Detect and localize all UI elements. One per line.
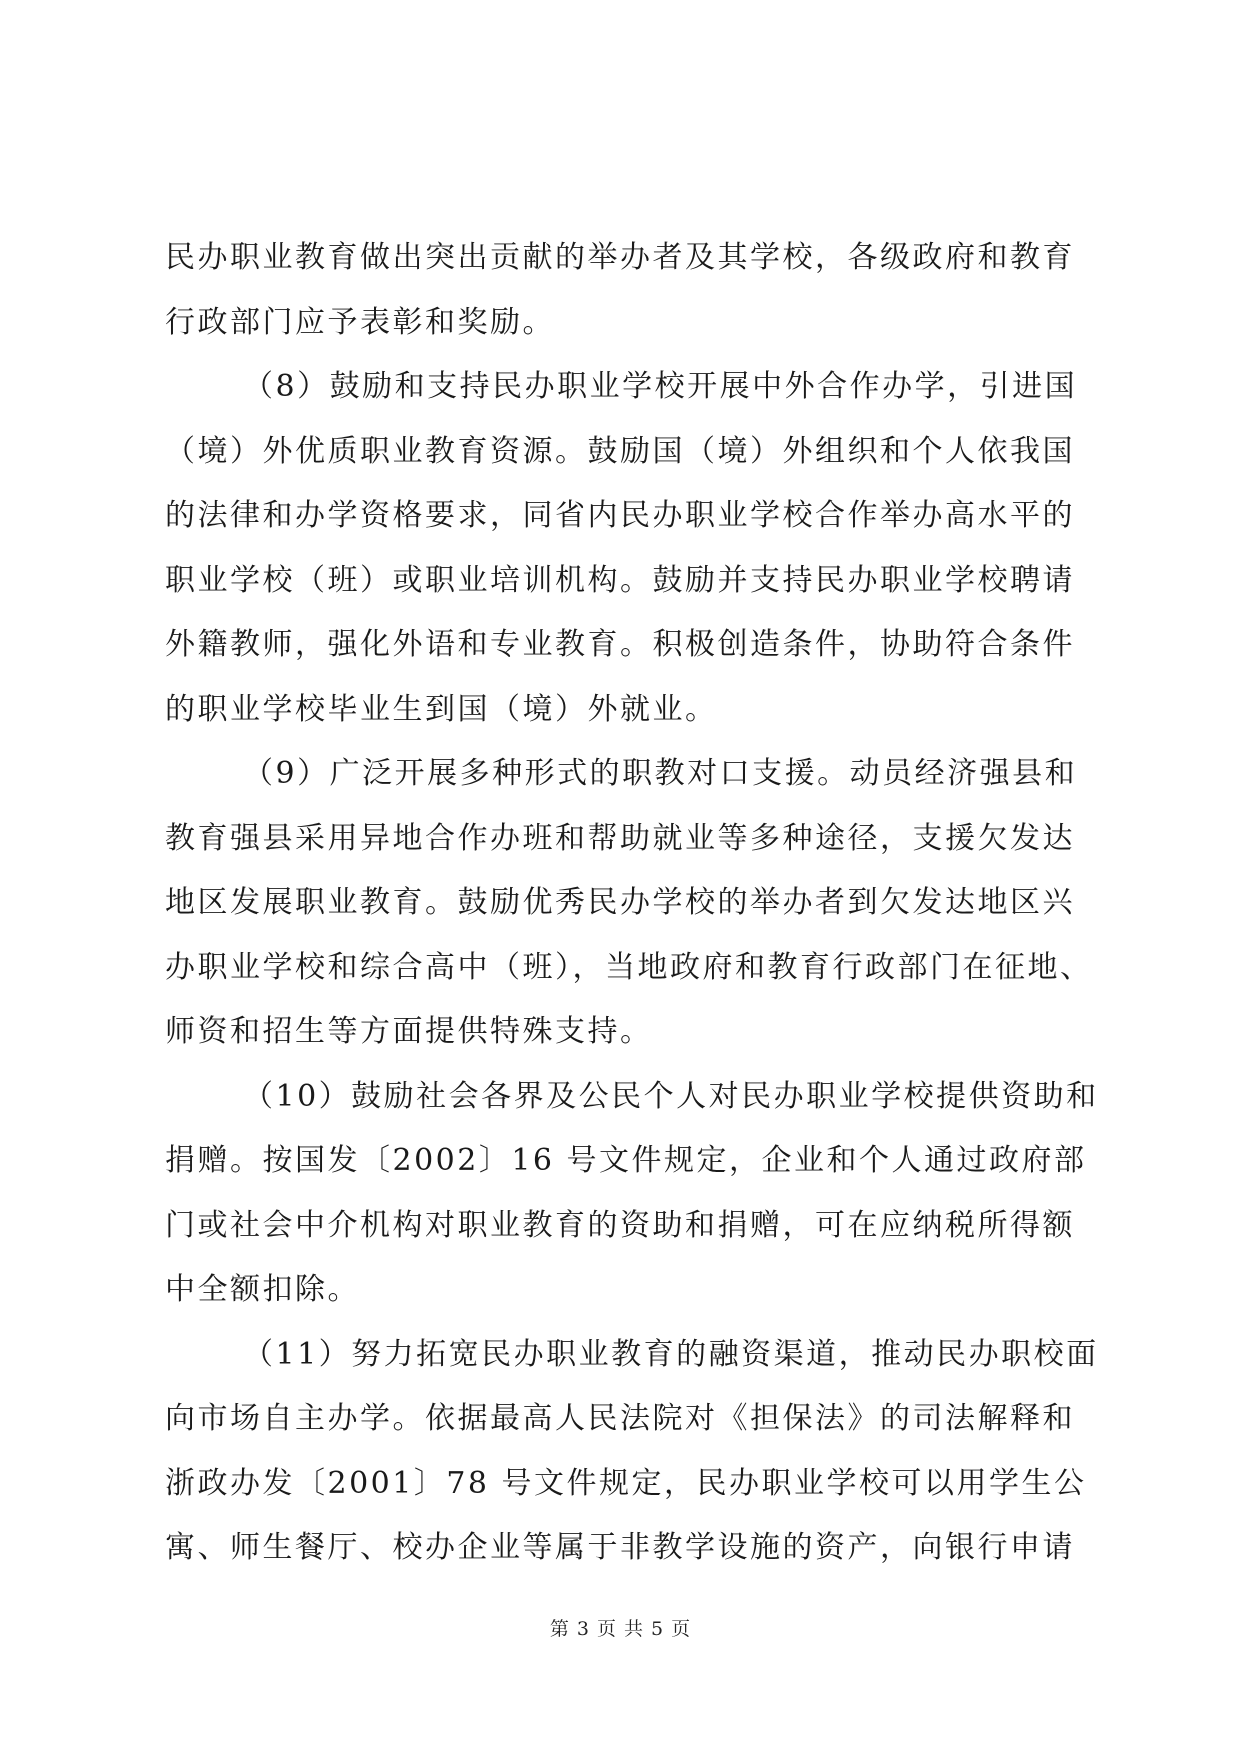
page-number-footer: 第 3 页 共 5 页 (549, 1618, 692, 1640)
text-line: 的职业学校毕业生到国（境）外就业。 (165, 691, 718, 727)
text-line: 职业学校（班）或职业培训机构。鼓励并支持民办职业学校聘请 (165, 562, 1075, 598)
document-body (165, 226, 1099, 1581)
text-line: 浙政办发〔2001〕78 号文件规定，民办职业学校可以用学生公 (165, 1465, 1087, 1501)
text-line: （境）外优质职业教育资源。鼓励国（境）外组织和个人依我国 (165, 433, 1075, 469)
text-line: 中全额扣除。 (165, 1272, 360, 1307)
text-line: 教育强县采用异地合作办班和帮助就业等多种途径，支援欠发达 (165, 820, 1075, 856)
text-line: 向市场自主办学。依据最高人民法院对《担保法》的司法解释和 (165, 1401, 1075, 1436)
text-line: 门或社会中介机构对职业教育的资助和捐赠，可在应纳税所得额 (165, 1207, 1075, 1243)
paragraph-9-start: （9）广泛开展多种形式的职教对口支援。动员经济强县和 (243, 756, 1078, 791)
text-line: 外籍教师，强化外语和专业教育。积极创造条件，协助符合条件 (165, 627, 1075, 662)
text-line: 地区发展职业教育。鼓励优秀民办学校的举办者到欠发达地区兴 (165, 885, 1075, 920)
text-line: 办职业学校和综合高中（班），当地政府和教育行政部门在征地、 (165, 949, 1093, 985)
text-line: 师资和招生等方面提供特殊支持。 (165, 1014, 653, 1049)
text-line: 行政部门应予表彰和奖励。 (165, 304, 555, 340)
paragraph-11-start: （11）努力拓宽民办职业教育的融资渠道，推动民办职校面 (243, 1336, 1099, 1372)
text-line: 寓、师生餐厅、校办企业等属于非教学设施的资产，向银行申请 (165, 1530, 1075, 1565)
text-line: 民办职业教育做出突出贡献的举办者及其学校，各级政府和教育 (165, 240, 1075, 275)
paragraph-8-start: （8）鼓励和支持民办职业学校开展中外合作办学，引进国 (243, 369, 1078, 404)
paragraph-10-start: （10）鼓励社会各界及公民个人对民办职业学校提供资助和 (243, 1078, 1099, 1114)
text-line: 的法律和办学资格要求，同省内民办职业学校合作举办高水平的 (165, 498, 1075, 533)
text-line: 捐赠。按国发〔2002〕16 号文件规定，企业和个人通过政府部 (165, 1143, 1087, 1178)
